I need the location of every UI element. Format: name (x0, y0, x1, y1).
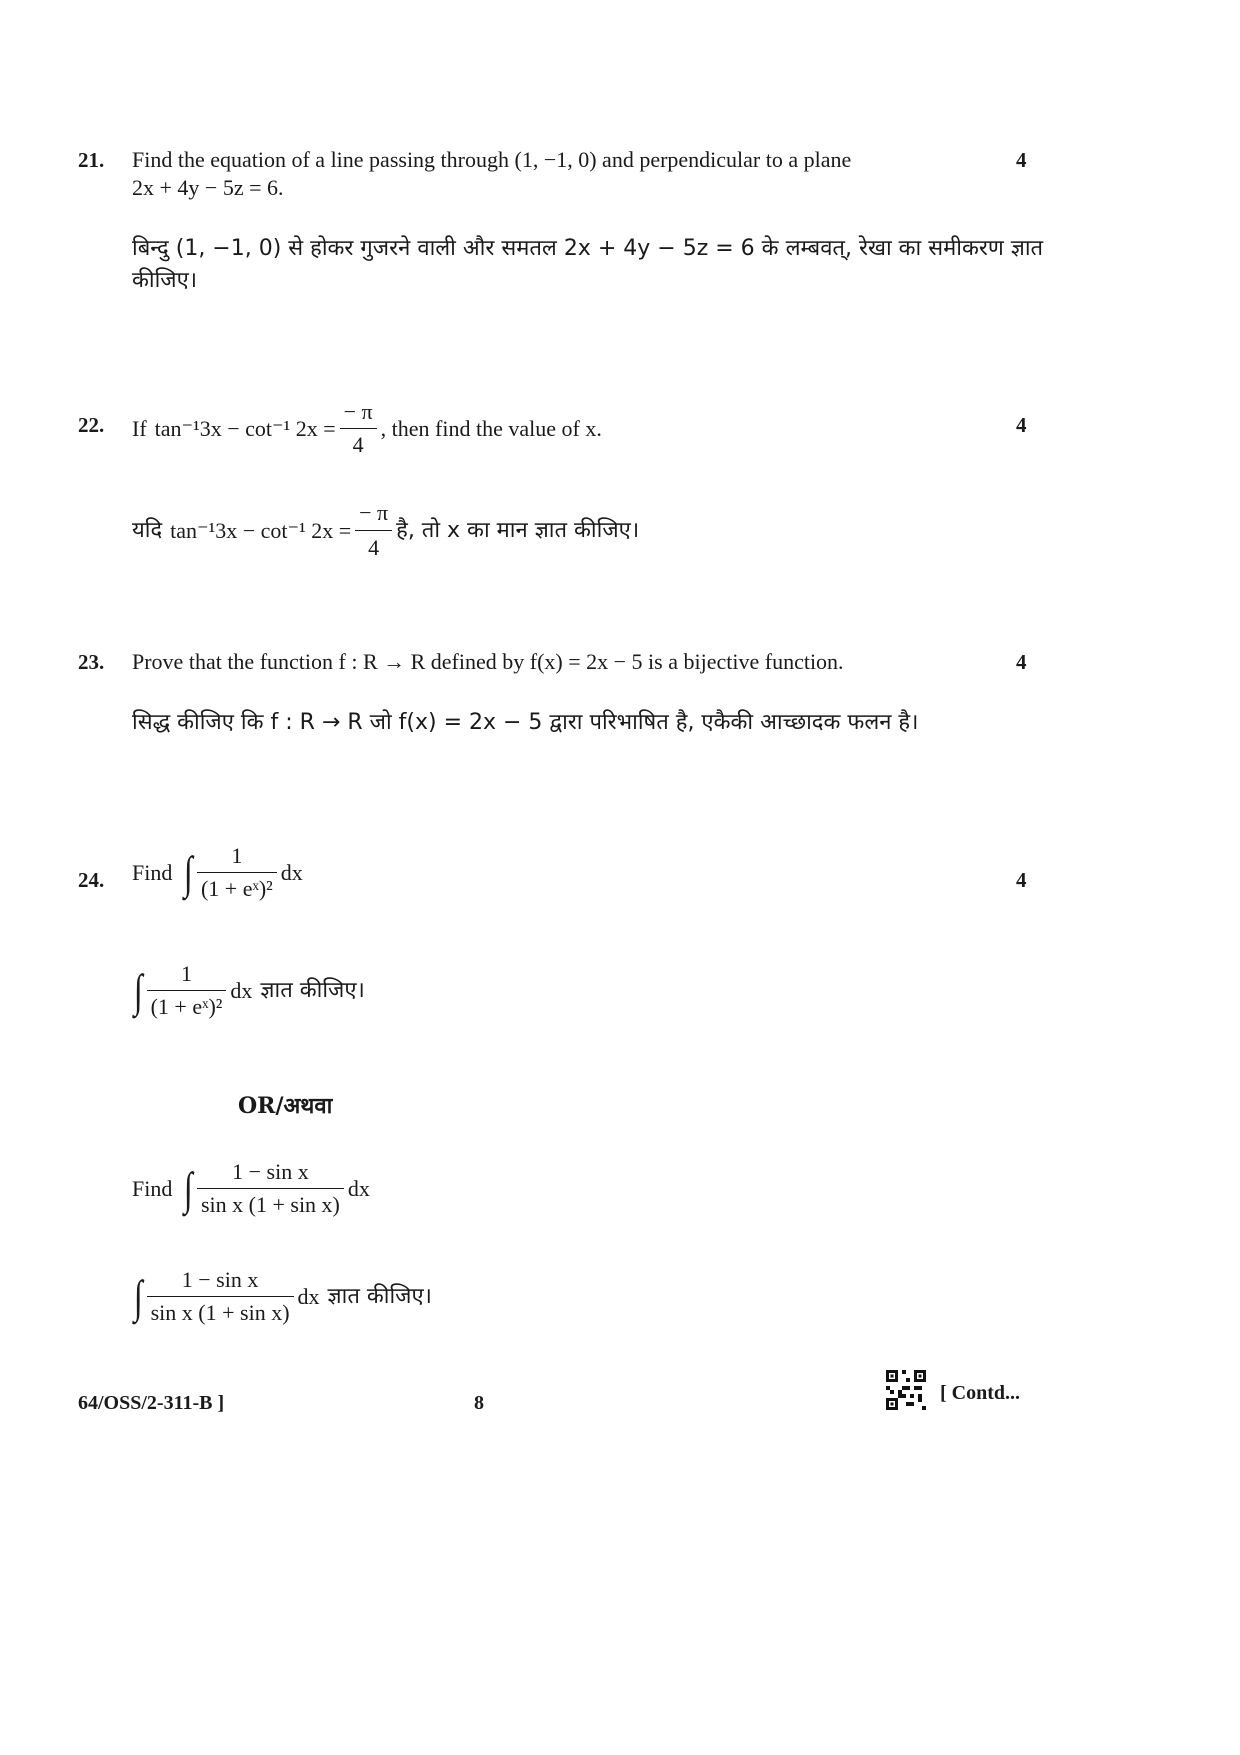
q22-hindi-expression: tan⁻¹3x − cot⁻¹ 2x = (170, 517, 352, 543)
q22-english-statement (132, 398, 602, 459)
question-number-21: 21. (78, 148, 105, 172)
q24-or-hindi-integral-denominator: sin x (1 + sin x) (150, 1300, 290, 1325)
q22-hindi-fraction-denominator: 4 (368, 535, 380, 560)
q24-hindi-dx: dx (230, 977, 253, 1003)
question-number-22: 22. (78, 413, 105, 437)
q22-if-word: If (132, 415, 147, 441)
q24-marks: 4 (1016, 868, 1027, 892)
q24-or-hindi-integral-numerator: 1 − sin x (147, 1266, 294, 1297)
q24-hindi-suffix: ज्ञात कीजिए। (260, 977, 365, 1003)
q24-hindi-integral-numerator: 1 (147, 960, 227, 991)
integral-sign-icon: ∫ (184, 846, 194, 898)
q23-hindi-statement: सिद्ध कीजिए कि f : R → R जो f(x) = 2x − 5 द्वारा परिभाषित है, एकैकी आच्छादक फलन है। (132, 710, 919, 735)
q22-hindi-statement (132, 498, 639, 563)
q21-english-line-2: 2x + 4y − 5z = 6. (132, 175, 284, 200)
qr-code-icon (886, 1370, 926, 1415)
q24-or-english-integral (132, 1158, 370, 1219)
integral-sign-icon: ∫ (133, 1270, 143, 1322)
q22-fraction-denominator: 4 (352, 432, 364, 457)
q24-hindi-integral-fraction (147, 960, 227, 1021)
q24-hindi-integral (132, 960, 365, 1021)
q22-hindi-prefix: यदि (132, 517, 163, 543)
q24-or-hindi-integral (132, 1266, 432, 1327)
integral-sign-icon: ∫ (133, 964, 143, 1016)
q22-marks: 4 (1016, 413, 1027, 437)
q24-or-integral-denominator: sin x (1 + sin x) (200, 1192, 340, 1217)
q21-hindi-line-1: बिन्दु (1, −1, 0) से होकर गुजरने वाली और समतल 2x + 4y − 5z = 6 के लम्बवत्, रेखा का समीकरण ज्ञात (132, 236, 1044, 261)
q21-english-line-1: Find the equation of a line passing through (1, −1, 0) and perpendicular to a plane (132, 147, 852, 172)
q24-integral-numerator: 1 (197, 842, 277, 873)
or-separator: OR/अथवा (238, 1093, 333, 1119)
q24-or-find-label: Find (132, 1175, 173, 1201)
q24-or-integral-fraction (197, 1158, 344, 1219)
question-number-23: 23. (78, 650, 105, 674)
q24-hindi-integral-denominator: (1 + eˣ)² (150, 994, 223, 1019)
q21-hindi-line-2: कीजिए। (132, 268, 198, 293)
q22-hindi-fraction (355, 498, 392, 563)
q24-find-label: Find (132, 859, 173, 885)
q24-or-hindi-dx: dx (297, 1283, 320, 1309)
q24-dx: dx (280, 859, 303, 885)
q22-expression: tan⁻¹3x − cot⁻¹ 2x = (154, 415, 336, 441)
q22-fraction (340, 398, 377, 459)
q24-or-dx: dx (347, 1175, 370, 1201)
q24-or-hindi-suffix: ज्ञात कीजिए। (327, 1283, 432, 1309)
q24-or-hindi-integral-fraction (147, 1266, 294, 1327)
integral-sign-icon: ∫ (184, 1162, 194, 1214)
question-number-24: 24. (78, 868, 105, 892)
q23-english-statement: Prove that the function f : R → R defined by f(x) = 2x − 5 is a bijective function. (132, 649, 844, 674)
q22-hindi-suffix: है, तो x का मान ज्ञात कीजिए। (396, 517, 640, 543)
q22-fraction-numerator: − π (340, 398, 377, 429)
q22-hindi-fraction-numerator: − π (355, 498, 392, 531)
q24-english-integral (132, 842, 303, 903)
q24-or-integral-numerator: 1 − sin x (197, 1158, 344, 1189)
q24-integral-denominator: (1 + eˣ)² (200, 876, 273, 901)
q24-integral-fraction (197, 842, 277, 903)
paper-code: 64/OSS/2-311-B ] (78, 1392, 225, 1414)
q21-marks: 4 (1016, 148, 1027, 172)
q22-english-suffix: , then find the value of x. (380, 415, 602, 441)
q23-marks: 4 (1016, 650, 1027, 674)
page-number: 8 (474, 1392, 484, 1414)
continued-label: [ Contd... (940, 1382, 1021, 1404)
